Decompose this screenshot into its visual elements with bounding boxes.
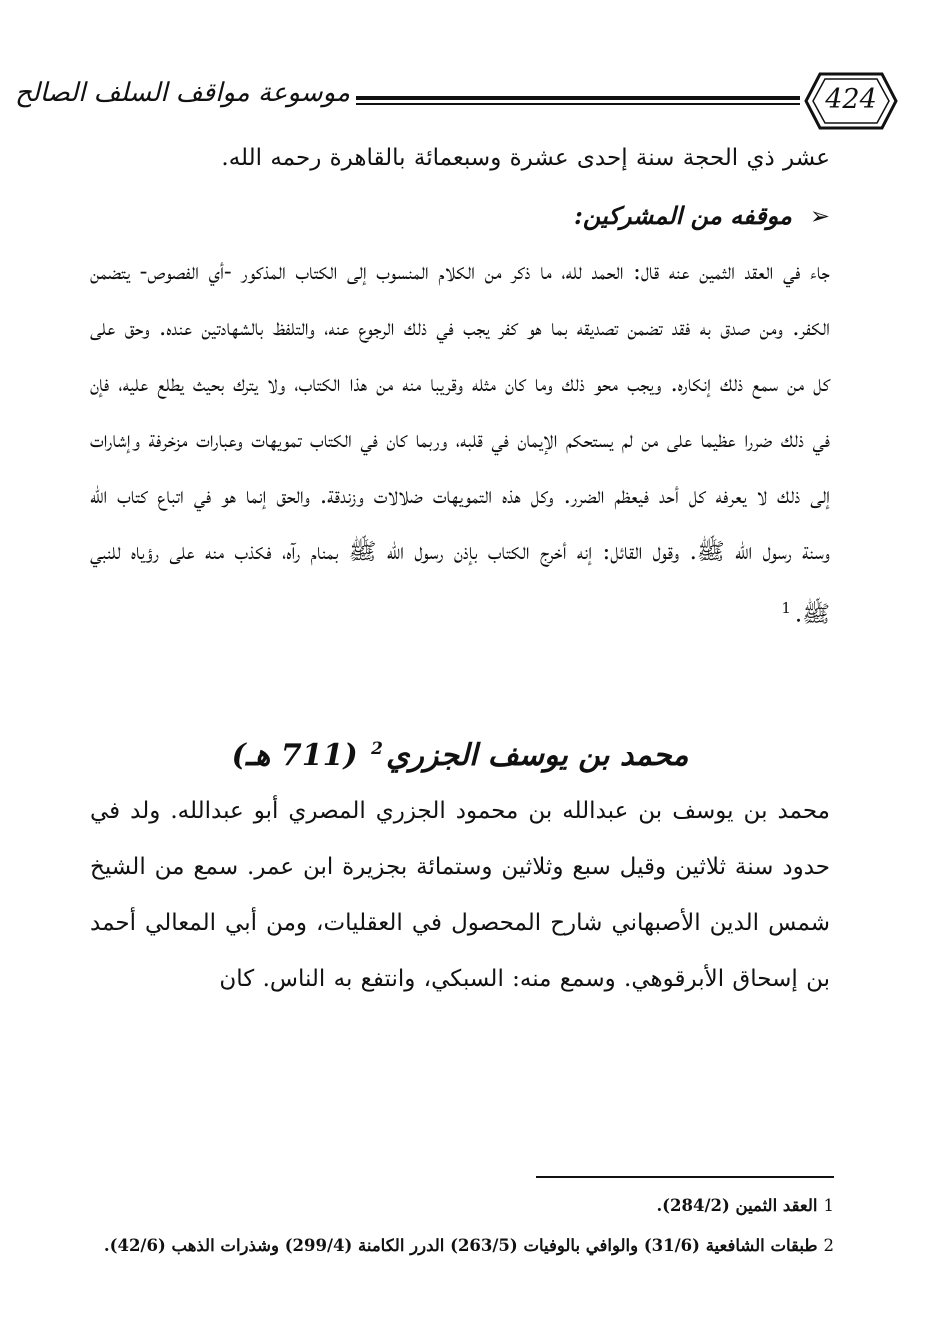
footnote-item [90, 1226, 834, 1266]
section-heading [90, 188, 830, 244]
section-heading-text: موقفه من المشركين: [574, 201, 792, 230]
footnote-item [90, 1186, 834, 1226]
section-paragraph-text: جاء في العقد الثمين عنه قال: الحمد لله، ما ذكر من الكلام المنسوب إلى الكتاب المذكور -أي الفصوص- يتضمن الكفر. ومن صدق به فقد تضمن تصديقه بما هو كفر يجب في ذلك الرجوع عنه، والتلفظ بالشهادتين عنده. وحق على كل من سمع ذلك إنكاره. ويجب محو ذلك وما كان مثله وقريبا منه من هذا الكتاب، ولا يترك بحيث يطلع عليه، فإن في ذلك ضررا عظيما على من لم يستحكم الإيمان في قلبه، وربما كان في الكتاب تمويهات وعبارات مزخرفة وإشارات إلى ذلك لا يعرفه كل أحد فيعظم الضرر. وكل هذه التمويهات ضلالات وزندقة. والحق إنما هو في اتباع كتاب الله وسنة رسول الله ﷺ. وقول القائل: إنه أخرج الكتاب بإذن رسول الله ﷺ بمنام رآه، فكذب منه على رؤياه للنبي ﷺ. [90, 259, 830, 628]
book-title: موسوعة مواقف السلف الصالح [15, 78, 350, 108]
arrow-bullet-icon: ➢ [809, 202, 830, 230]
continuation-paragraph: عشر ذي الحجة سنة إحدى عشرة وسبعمائة بالقاهرة رحمه الله. [221, 145, 830, 171]
biography-paragraph: محمد بن يوسف بن عبدالله بن محمود الجزري المصري أبو عبدالله. ولد في حدود سنة ثلاثين وقيل سبع وثلاثين وستمائة بجزيرة ابن عمر. سمع من الشيخ شمس الدين الأصبهاني شارح المحصول في العقليات، ومن أبي المعالي أحمد بن إسحاق الأبرقوهي. وسمع منه: السبكي، وانتفع به الناس. كان [90, 797, 830, 992]
page-number-ornament [802, 70, 900, 132]
footnote-number: 1 [823, 1196, 834, 1215]
footnote-text: طبقات الشافعية (31/6) والوافي بالوفيات (263/5) الدرر الكامنة (299/4) وشذرات الذهب (42/6). [103, 1236, 818, 1255]
footnote-ref-1: 1 [781, 599, 791, 617]
section-paragraph [90, 244, 830, 643]
running-header [15, 70, 900, 132]
footnote-number: 2 [823, 1236, 834, 1255]
page-number: 424 [825, 84, 877, 115]
biography-name: محمد بن يوسف الجزري [385, 737, 689, 773]
footnote-text: العقد الثمين (284/2). [656, 1196, 818, 1215]
footnote-separator [536, 1176, 834, 1178]
header-double-rule [356, 96, 800, 106]
footnotes [90, 1186, 834, 1266]
biography-heading [90, 721, 830, 777]
page-body [90, 128, 830, 1007]
biography-death-year: (711 هـ) [231, 737, 358, 773]
footnote-ref-2: 2 [371, 738, 383, 759]
